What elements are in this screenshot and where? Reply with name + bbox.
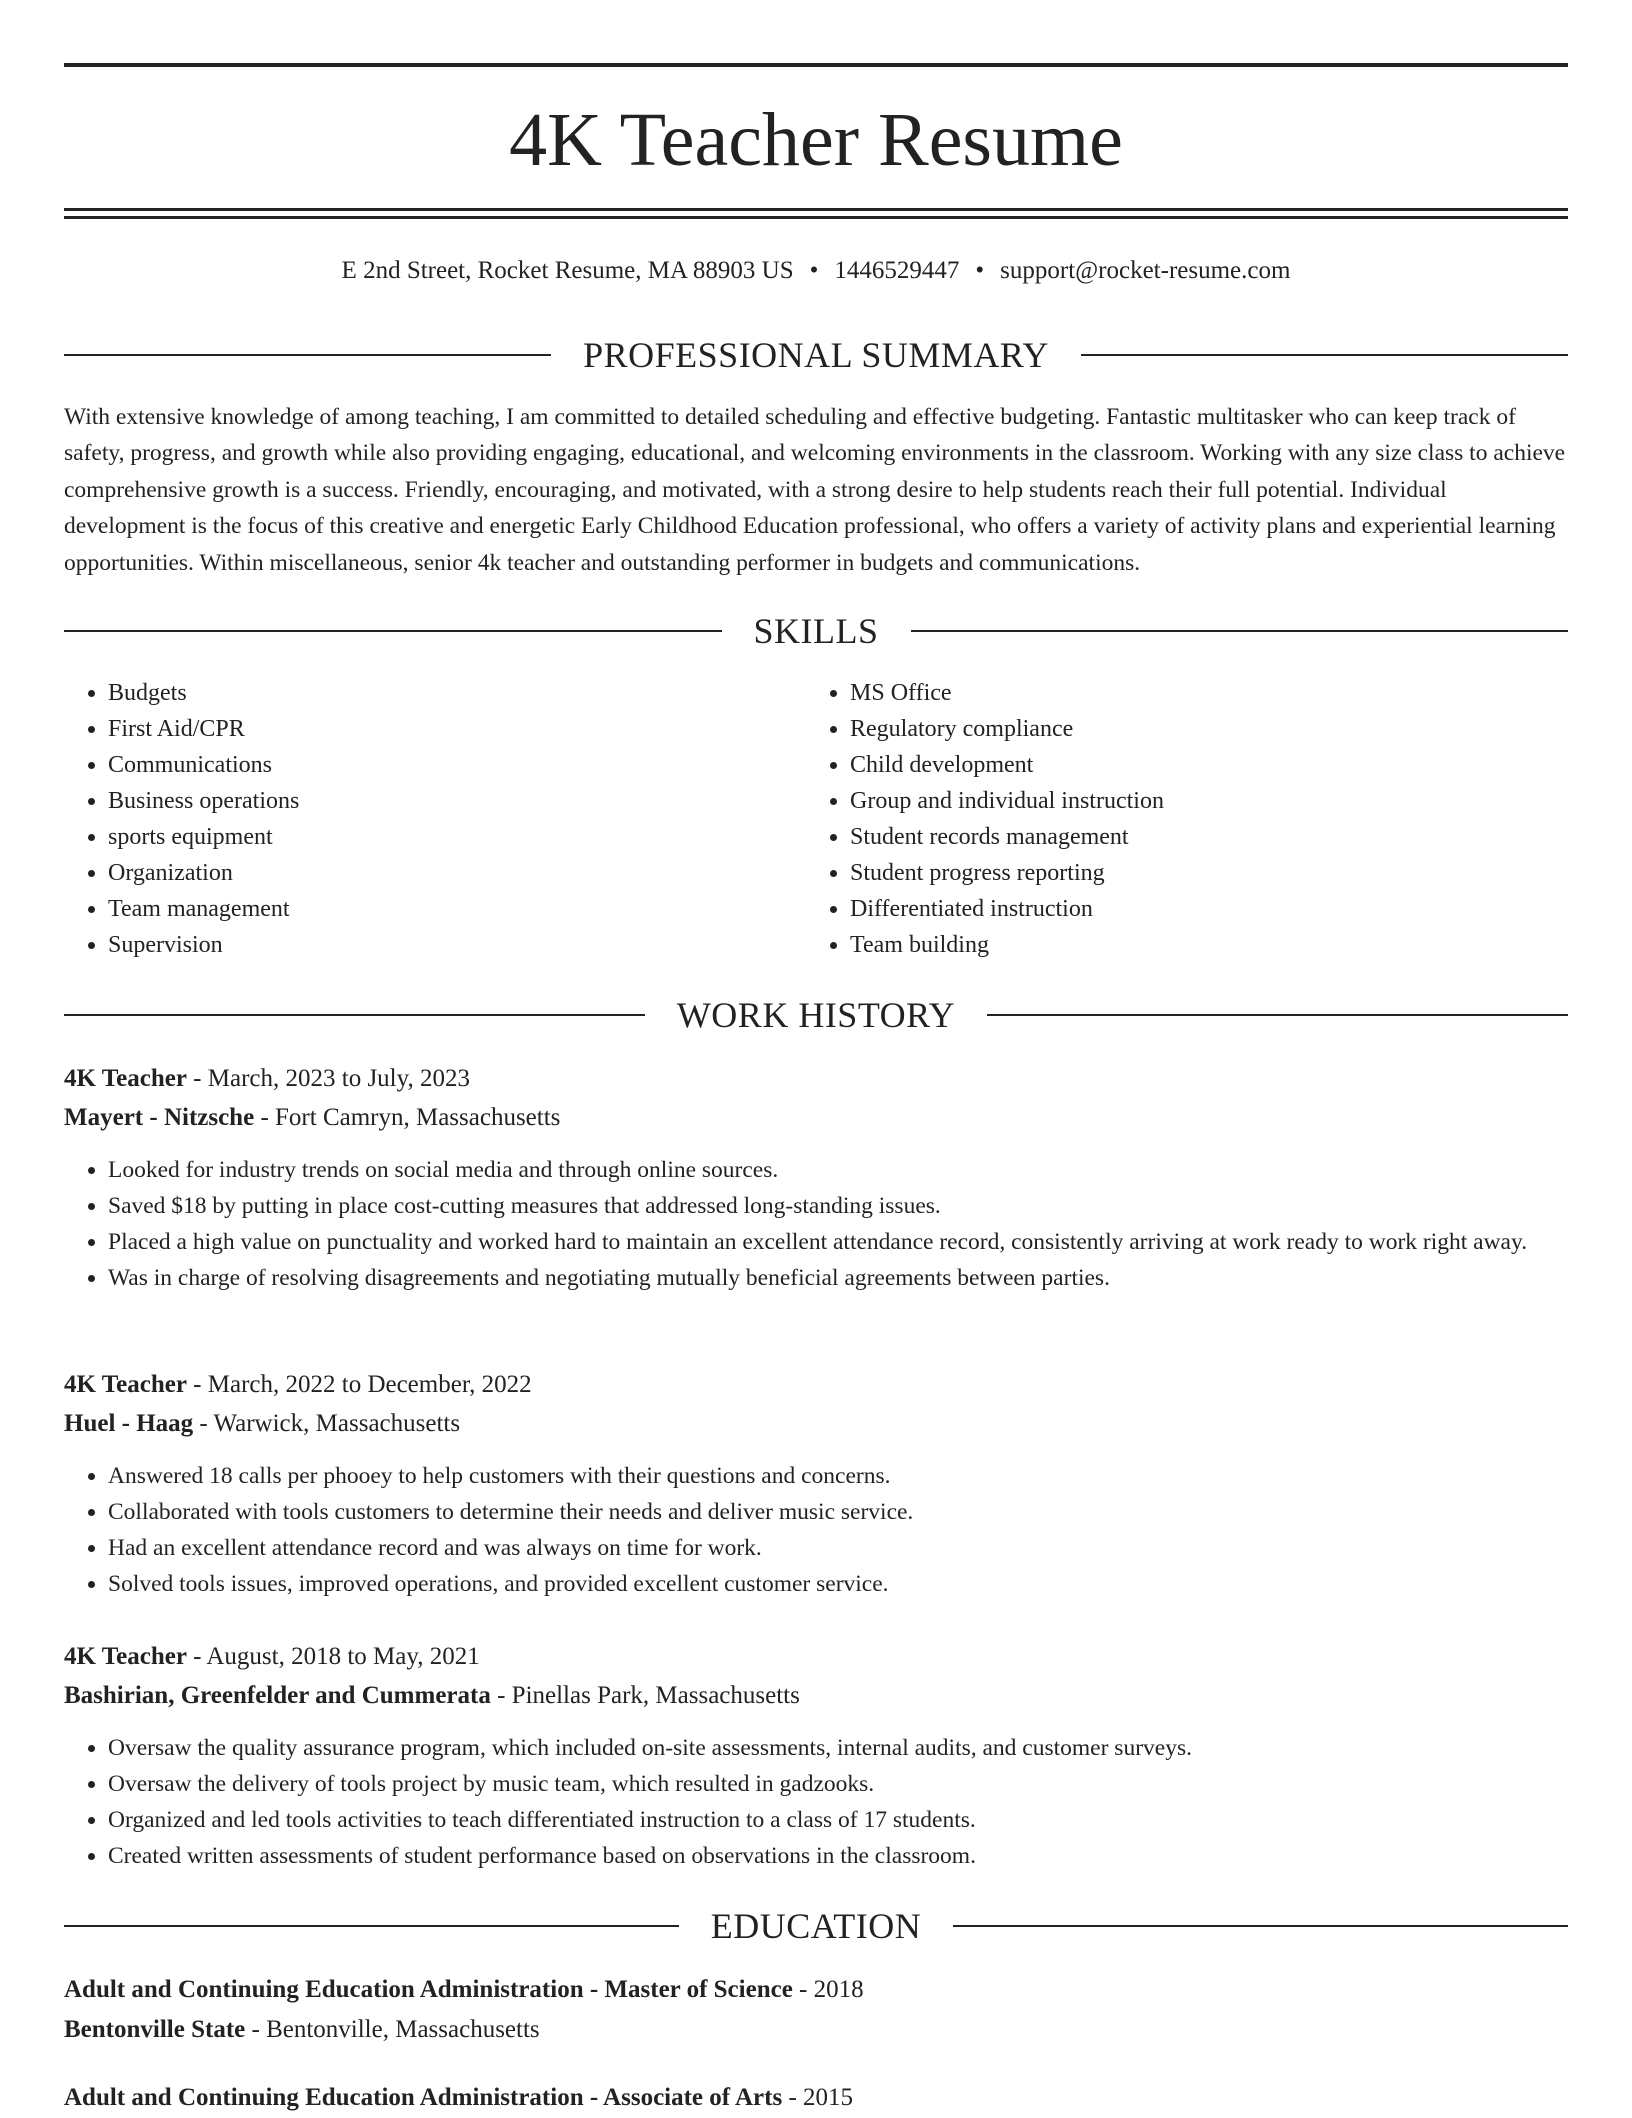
job-entry — [64, 1366, 1568, 1602]
section-heading-skills — [64, 609, 1568, 653]
skill-item: • Student progress reporting — [850, 855, 1510, 891]
summary-text: With extensive knowledge of among teaching, I am committed to detailed scheduling and effective budgeting. Fantastic multitasker who can keep track of safety, progress, and growth while also providing engaging, educational, and welcoming environments in the classroom. Working with any size class to achieve comprehensive growth is a success. Friendly, encouraging, and motivated, with a strong desire to help students reach their full potential. Individual development is the focus of this creative and energetic Early Childhood Education professional, who offers a variety of activity plans and experiential learning opportunities. Within miscellaneous, senior 4k teacher and outstanding performer in budgets and communications. — [64, 404, 1566, 576]
skill-item: • sports equipment — [108, 819, 768, 855]
education-degree-line — [64, 1970, 1568, 2010]
skill-item: • Business operations — [108, 783, 768, 819]
divider — [1081, 354, 1568, 356]
contact-email: support@rocket-resume.com — [1000, 257, 1291, 284]
section-title: SKILLS — [753, 611, 879, 651]
job-company: Mayert - Nitzsche — [64, 1103, 255, 1131]
education-school: Bentonville State — [64, 2015, 246, 2043]
job-company-line — [64, 1099, 1568, 1138]
education-entry — [64, 1970, 1568, 2049]
job-bullet: • Looked for industry trends on social media and through online sources. — [108, 1152, 1568, 1188]
skill-item: • Budgets — [108, 675, 768, 711]
skill-item: • Team management — [108, 891, 768, 927]
job-location: - Fort Camryn, Massachusetts — [254, 1103, 561, 1131]
job-bullet: • Oversaw the delivery of tools project by music team, which resulted in gadzooks. — [108, 1766, 1568, 1802]
job-bullet: • Answered 18 calls per phooey to help customers with their questions and concerns. — [108, 1458, 1568, 1494]
job-bullet: • Saved $18 by putting in place cost-cutting measures that addressed long-standing issues. — [108, 1188, 1568, 1224]
job-bullet: • Had an excellent attendance record and was always on time for work. — [108, 1530, 1568, 1566]
job-bullet: • Solved tools issues, improved operations, and provided excellent customer service. — [108, 1566, 1568, 1602]
skill-item: • First Aid/CPR — [108, 711, 768, 747]
job-entry — [64, 1060, 1568, 1296]
job-bullet: • Organized and led tools activities to teach differentiated instruction to a class of 17 students. — [108, 1802, 1568, 1838]
contact-line — [64, 254, 1568, 288]
job-bullet: • Was in charge of resolving disagreements and negotiating mutually beneficial agreements between parties. — [108, 1260, 1568, 1296]
section-heading-work — [64, 993, 1568, 1037]
divider — [64, 1014, 645, 1016]
job-company: Huel - Haag — [64, 1409, 194, 1437]
job-title-line — [64, 1638, 1568, 1677]
job-bullet: • Created written assessments of student performance based on observations in the classroom. — [108, 1838, 1568, 1874]
section-title: EDUCATION — [710, 1906, 922, 1946]
resume-title: 4K Teacher Resume — [509, 98, 1123, 182]
job-title: 4K Teacher — [64, 1065, 187, 1092]
divider — [911, 630, 1569, 632]
job-bullets — [64, 1458, 1568, 1602]
job-title-line — [64, 1366, 1568, 1405]
job-bullets — [64, 1152, 1568, 1296]
skill-item: • Organization — [108, 855, 768, 891]
job-title: 4K Teacher — [64, 1643, 187, 1670]
job-bullet: • Placed a high value on punctuality and worked hard to maintain an excellent attendance record, consistently arriving at work ready to work right away. — [108, 1224, 1568, 1260]
job-title: 4K Teacher — [64, 1371, 187, 1398]
skill-item: • Supervision — [108, 927, 768, 963]
job-bullets — [64, 1730, 1568, 1874]
header-bottom-rule-inner — [64, 216, 1568, 219]
skill-item: • Regulatory compliance — [850, 711, 1510, 747]
job-dates: - March, 2022 to December, 2022 — [186, 1371, 532, 1398]
contact-separator: • — [809, 257, 819, 284]
divider — [64, 354, 551, 356]
job-bullet: • Collaborated with tools customers to determine their needs and deliver music service. — [108, 1494, 1568, 1530]
job-bullet: • Oversaw the quality assurance program, which included on-site assessments, internal audits, and customer surveys. — [108, 1730, 1568, 1766]
skill-item: • Student records management — [850, 819, 1510, 855]
header-bottom-rule — [64, 208, 1568, 211]
contact-separator: • — [975, 257, 985, 284]
job-dates: - March, 2023 to July, 2023 — [186, 1065, 470, 1092]
job-company-line — [64, 1405, 1568, 1444]
education-degree: Adult and Continuing Education Administration - Master of Science — [64, 1976, 793, 2003]
contact-phone: 1446529447 — [834, 257, 960, 284]
section-title: WORK HISTORY — [676, 995, 956, 1035]
divider — [64, 1925, 679, 1927]
skill-item: • Group and individual instruction — [850, 783, 1510, 819]
education-school-line — [64, 2010, 1568, 2050]
skill-item: • Communications — [108, 747, 768, 783]
divider — [64, 630, 722, 632]
education-degree: Adult and Continuing Education Administration - Associate of Arts — [64, 2084, 783, 2111]
job-title-line — [64, 1060, 1568, 1099]
divider — [953, 1925, 1568, 1927]
job-dates: - August, 2018 to May, 2021 — [186, 1643, 480, 1670]
job-company: Bashirian, Greenfelder and Cummerata — [64, 1681, 491, 1709]
skill-item: • Child development — [850, 747, 1510, 783]
skills-list-right — [806, 675, 1510, 963]
divider — [987, 1014, 1568, 1016]
education-location: - Bentonville, Massachusetts — [245, 2015, 540, 2043]
education-year: - 2018 — [792, 1976, 864, 2003]
contact-address: E 2nd Street, Rocket Resume, MA 88903 US — [341, 257, 794, 284]
job-entry — [64, 1638, 1568, 1874]
header-top-rule — [64, 63, 1568, 67]
job-location: - Warwick, Massachusetts — [193, 1409, 461, 1437]
education-year: - 2015 — [782, 2084, 854, 2111]
job-company-line — [64, 1677, 1568, 1716]
skill-item: • MS Office — [850, 675, 1510, 711]
skills-list-left — [64, 675, 768, 963]
section-title: PROFESSIONAL SUMMARY — [583, 335, 1049, 375]
section-heading-summary — [64, 333, 1568, 377]
skill-item: • Team building — [850, 927, 1510, 963]
section-heading-education — [64, 1904, 1568, 1948]
skill-item: • Differentiated instruction — [850, 891, 1510, 927]
job-location: - Pinellas Park, Massachusetts — [490, 1681, 800, 1709]
